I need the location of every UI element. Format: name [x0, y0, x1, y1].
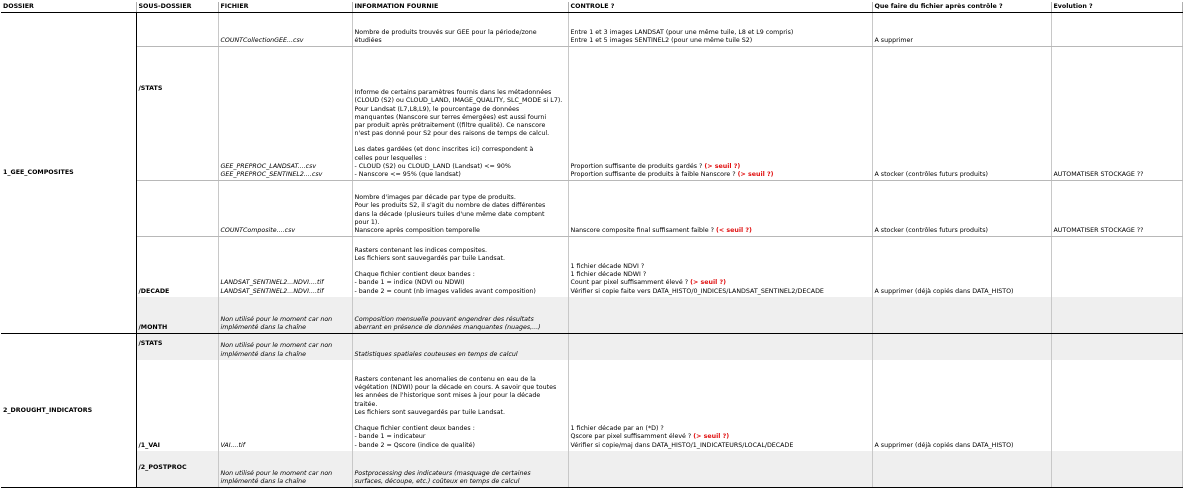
threshold-flag: (> seuil ?): [690, 279, 727, 287]
header-sous-dossier: SOUS-DOSSIER: [136, 2, 218, 13]
subfolder-decade: /DECADE: [136, 237, 218, 297]
action-cell: A supprimer (déjà copiés dans DATA_HISTO): [872, 360, 1051, 451]
subfolder-stats: /STATS: [136, 334, 218, 360]
evolution-cell: [1051, 237, 1182, 297]
action-cell: [872, 334, 1051, 360]
evolution-cell: [1051, 297, 1182, 334]
table-row: [1, 451, 1182, 488]
action-cell: [872, 297, 1051, 334]
table-row: [1, 181, 1182, 237]
threshold-flag: (< seuil ?): [716, 227, 752, 234]
subfolder-stats: /STATS: [136, 47, 218, 181]
table-row: [1, 13, 1182, 47]
evolution-cell: [1051, 13, 1182, 47]
evolution-cell: AUTOMATISER STOCKAGE ??: [1051, 47, 1182, 181]
file-control-table: [1, 2, 1183, 488]
control-cell: [568, 237, 872, 297]
control-text: Nanscore composite final suffisament faible ?: [570, 227, 714, 234]
file-cell: VAI....tif: [218, 360, 352, 451]
evolution-cell: AUTOMATISER STOCKAGE ??: [1051, 181, 1182, 237]
control-cell: [568, 181, 872, 237]
header-controle: CONTROLE ?: [568, 2, 872, 13]
info-cell: Rasters contenant les anomalies de contenu en eau de la végétation (NDWI) pour la décade en cours. A savoir que toutes les années de l'historique sont mises à jour pour la décade traitée. Les fichiers sont sauvegardés par tuile Landsat. Chaque fichier contient deux bandes : - bande 1 = indicateur - bande 2 = Qscore (indice de qualité): [352, 360, 568, 451]
control-cell: Entre 1 et 3 images LANDSAT (pour une même tuile, L8 et L9 compris) Entre 1 et 5 images SENTINEL2 (pour une même tuile S2): [568, 13, 872, 47]
control-text: 1 fichier décade par an (*D) ? Qscore par pixel suffisamment élevé ?: [570, 425, 692, 441]
table-row: [1, 47, 1182, 181]
subfolder-postproc: /2_POSTPROC: [136, 451, 218, 488]
table-row: [1, 360, 1182, 451]
evolution-cell: [1051, 334, 1182, 360]
control-cell: [568, 297, 872, 334]
info-cell: Nombre d'images par décade par type de produits. Pour les produits S2, il s'agit du nombre de dates différentes dans la décade (plusieurs tuiles d'une même date comptent pour 1). Nanscore après composition temporelle: [352, 181, 568, 237]
header-dossier: DOSSIER: [1, 2, 136, 13]
file-cell: Non utilisé pour le moment car non implémenté dans la chaîne: [218, 297, 352, 334]
threshold-flag: (> seuil ?): [693, 433, 730, 441]
threshold-flag: (> seuil ?): [704, 162, 741, 170]
info-cell: Statistiques spatiales couteuses en temps de calcul: [352, 334, 568, 360]
file-cell: Non utilisé pour le moment car non implémenté dans la chaîne: [218, 334, 352, 360]
subfolder-month: /MONTH: [136, 297, 218, 334]
control-text: 1 fichier décade NDVI ? 1 fichier décade NDWI ? Count par pixel suffisamment élevé ?: [570, 262, 689, 287]
control-text: Proportion suffisante de produits à faible Nanscore ?: [570, 171, 736, 178]
header-que-faire: Que faire du fichier après contrôle ?: [872, 2, 1051, 13]
subfolder-vai: /1_VAI: [136, 360, 218, 451]
evolution-cell: [1051, 360, 1182, 451]
header-fichier: FICHIER: [218, 2, 352, 13]
file-cell: COUNTComposite....csv: [218, 181, 352, 237]
info-cell: Nombre de produits trouvés sur GEE pour la période/zone étudiées: [352, 13, 568, 47]
threshold-flag: (> seuil ?): [737, 171, 774, 178]
file-cell: Non utilisé pour le moment car non implémenté dans la chaîne: [218, 451, 352, 488]
subfolder-cell: [136, 181, 218, 237]
table-row: [1, 334, 1182, 360]
action-cell: A stocker (contrôles futurs produits): [872, 47, 1051, 181]
action-cell: A stocker (contrôles futurs produits): [872, 181, 1051, 237]
info-cell: Postprocessing des indicateurs (masquage de certaines surfaces, découpe, etc.) coûteux en temps de calcul: [352, 451, 568, 488]
subfolder-cell: [136, 13, 218, 47]
action-cell: A supprimer: [872, 13, 1051, 47]
control-cell: [568, 360, 872, 451]
folder-drought-indicators: 2_DROUGHT_INDICATORS: [1, 334, 136, 488]
control-text: Vérifier si copie/maj dans DATA_HISTO/1_INDICATEURS/LOCAL/DECADE: [570, 441, 794, 449]
file-cell: GEE_PREPROC_LANDSAT....csv GEE_PREPROC_SENTINEL2....csv: [218, 47, 352, 181]
action-cell: [872, 451, 1051, 488]
control-cell: [568, 451, 872, 488]
header-information: INFORMATION FOURNIE: [352, 2, 568, 13]
control-text: Proportion suffisante de produits gardés ?: [570, 162, 703, 170]
table-row: [1, 237, 1182, 297]
header-row: [1, 2, 1182, 13]
folder-gee-composites: 1_GEE_COMPOSITES: [1, 13, 136, 334]
header-evolution: Evolution ?: [1051, 2, 1182, 13]
file-cell: LANDSAT_SENTINEL2...NDVI....tif LANDSAT_SENTINEL2...NDVI....tif: [218, 237, 352, 297]
action-cell: A supprimer (déjà copiés dans DATA_HISTO): [872, 237, 1051, 297]
control-cell: [568, 47, 872, 181]
table-row: [1, 297, 1182, 334]
info-cell: Composition mensuelle pouvant engendrer des résultats aberrant en présence de données manquantes (nuages,...): [352, 297, 568, 334]
evolution-cell: [1051, 451, 1182, 488]
info-cell: Rasters contenant les indices composites. Les fichiers sont sauvegardés par tuile Landsat. Chaque fichier contient deux bandes : - bande 1 = indice (NDVI ou NDWI) - bande 2 = count (nb images valides avant composition): [352, 237, 568, 297]
info-cell: Informe de certains paramètres fournis dans les métadonnées (CLOUD (S2) ou CLOUD_LAND, IMAGE_QUALITY, SLC_MODE si L7). Pour Landsat (L7,L8,L9), le pourcentage de données manquantes (Nanscore sur terres émergées) est aussi fourni par produit après prétraitement ((filtre qualité). Ce nanscore n'est pas donné pour S2 pour des raisons de temps de calcul. Les dates gardées (et donc inscrites ici) correspondent à celles pour lesquelles : - CLOUD (S2) ou CLOUD_LAND (Landsat) <= 90% - Nanscore <= 95% (que landsat): [352, 47, 568, 181]
file-cell: COUNTCollectionGEE...csv: [218, 13, 352, 47]
control-cell: [568, 334, 872, 360]
control-text: Vérifier si copie faite vers DATA_HISTO/0_INDICES/LANDSAT_SENTINEL2/DECADE: [570, 287, 824, 295]
